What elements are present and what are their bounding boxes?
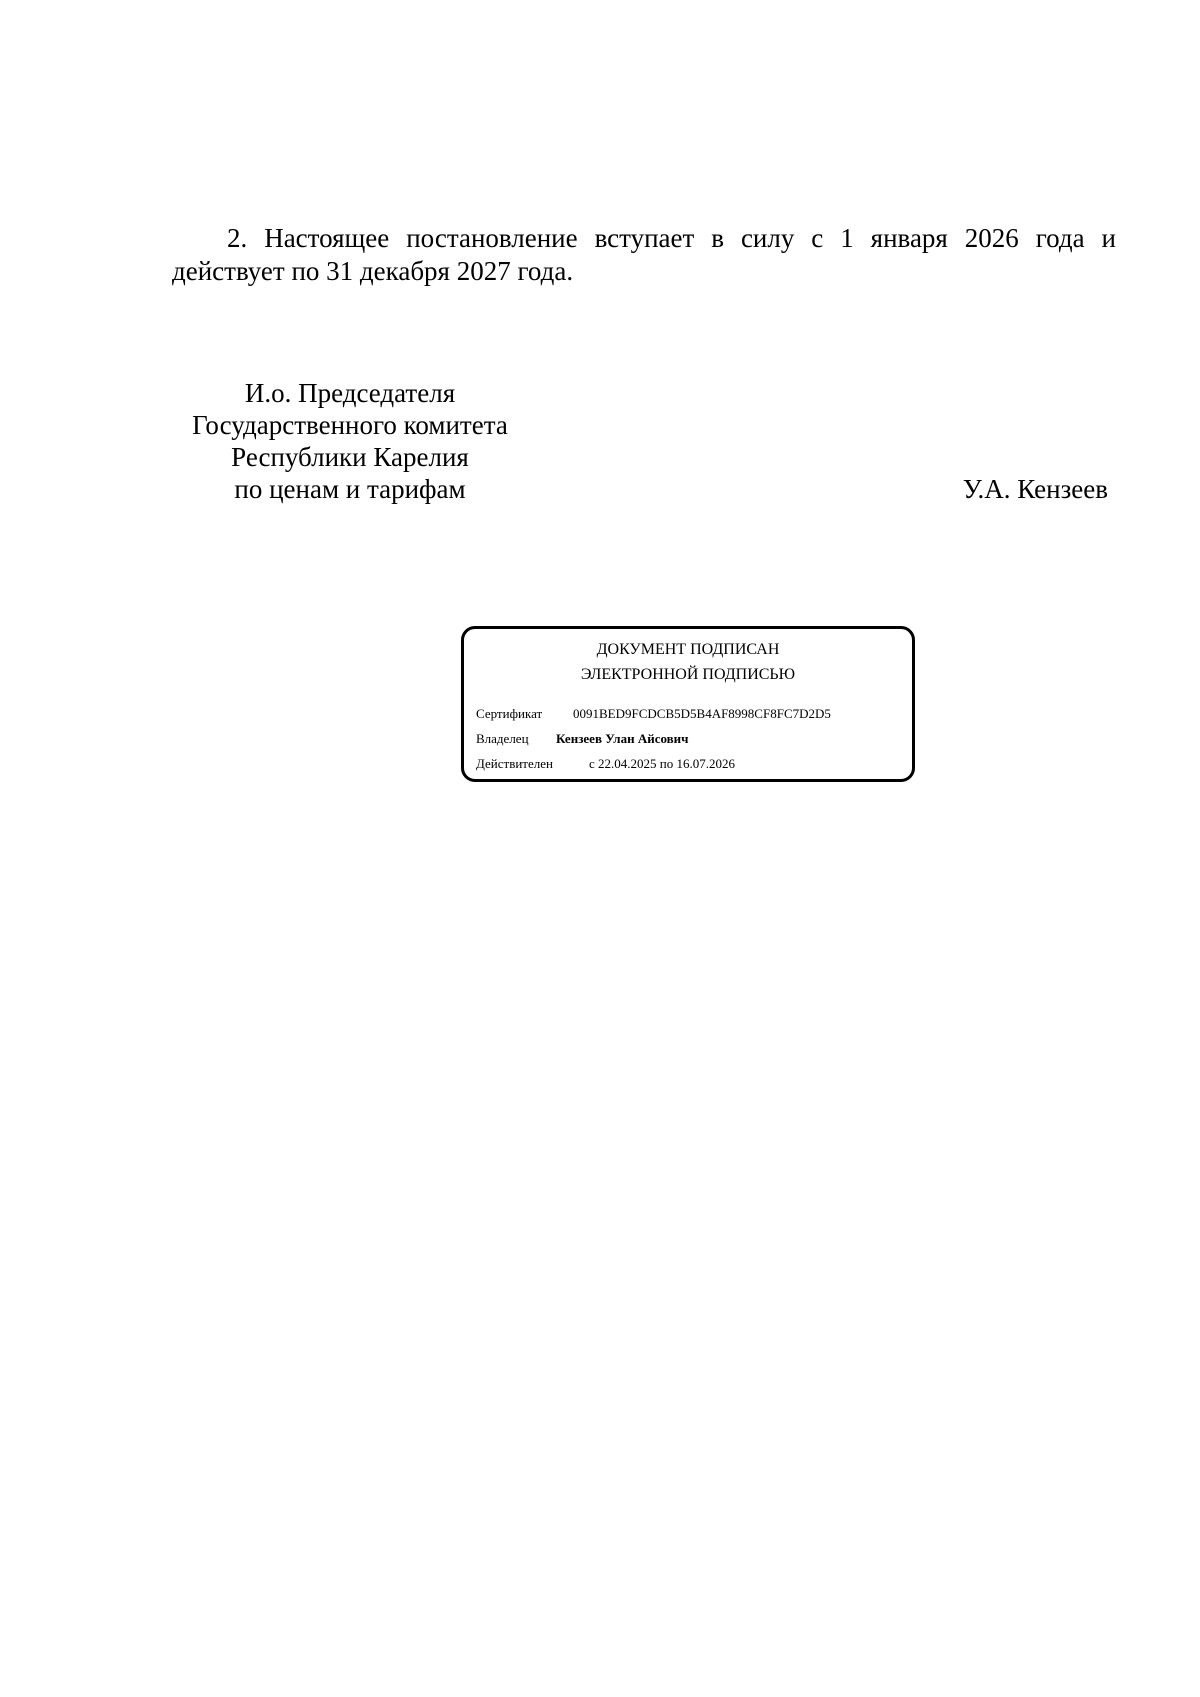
certificate-row — [476, 706, 831, 722]
electronic-signature-stamp — [461, 626, 915, 782]
position-line: Республики Карелия — [231, 442, 469, 472]
stamp-title — [464, 637, 912, 687]
stamp-title-line: ДОКУМЕНТ ПОДПИСАН — [596, 641, 780, 658]
stamp-title-line: ЭЛЕКТРОННОЙ ПОДПИСЬЮ — [580, 666, 796, 683]
position-line: по ценам и тарифам — [234, 474, 466, 504]
effective-date-paragraph: 2. Настоящее постановление вступает в силу с 1 января 2026 года и действует по 31 декабря 2027 года. — [172, 223, 1116, 286]
validity-label: Действителен — [476, 756, 553, 771]
validity-row — [476, 756, 735, 772]
certificate-label: Сертификат — [476, 706, 543, 721]
owner-label: Владелец — [476, 731, 529, 746]
owner-value: Кензеев Улан Айсович — [556, 731, 689, 746]
certificate-value: 0091BED9FCDCB5D5B4AF8998CF8FC7D2D5 — [573, 706, 831, 721]
validity-value: с 22.04.2025 по 16.07.2026 — [589, 756, 735, 771]
signer-name: У.А. Кензеев — [962, 474, 1108, 504]
position-line: Государственного комитета — [192, 410, 508, 440]
position-line: И.о. Председателя — [244, 378, 456, 408]
signatory-position — [150, 377, 550, 505]
owner-row — [476, 731, 689, 747]
